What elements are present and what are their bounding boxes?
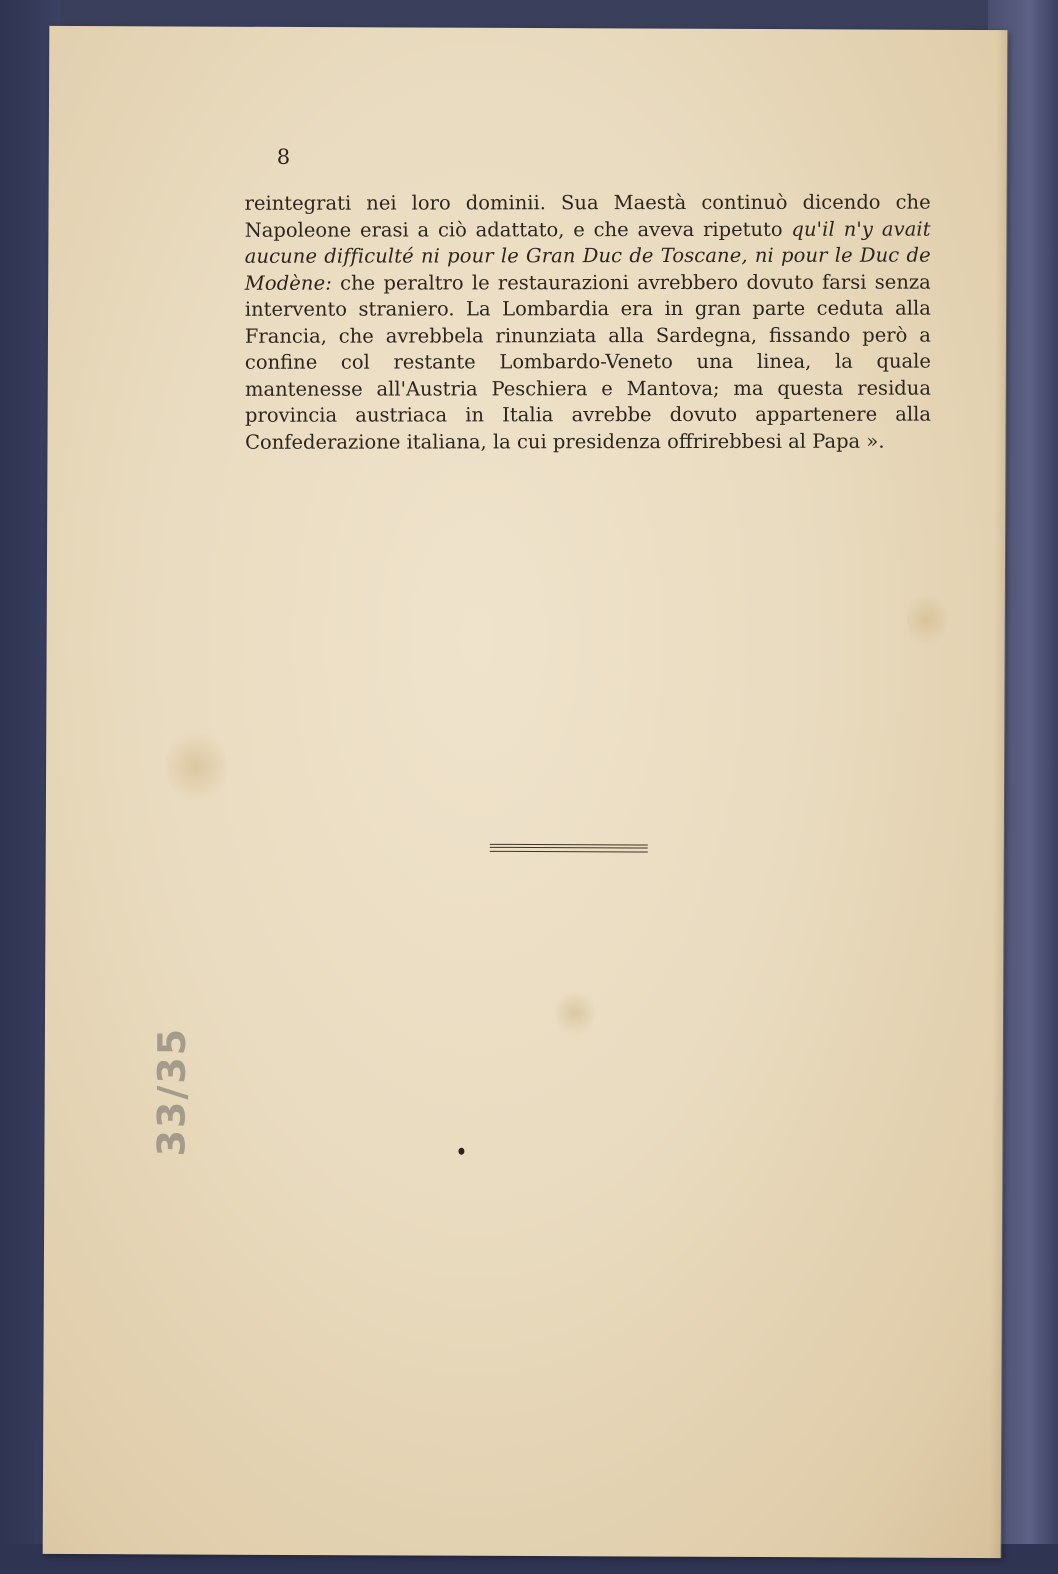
text-segment: che peraltro le restaurazioni avrebbero dovuto farsi senza intervento straniero. La Lombardia era in gran parte ceduta alla Francia, che avrebbela rinunziata alla Sardegna, fissando però a confine col restante Lombardo-Veneto una linea, la quale mantenesse all'Austria Peschiera e Mantova; ma questa residua provincia austriaca in Italia avrebbe dovuto appartenere alla Confederazione italiana, la cui presidenza offrirebbesi al Papa ». bbox=[244, 270, 932, 454]
paragraph bbox=[245, 190, 931, 456]
foxing-stain bbox=[907, 590, 947, 650]
book-page bbox=[43, 26, 1008, 1558]
foxing-stain bbox=[555, 988, 595, 1038]
text-segment: reintegrati nei loro dominii. Sua Maestà continuò dicendo che Napoleone erasi a ciò adattato, e che aveva ripetuto bbox=[244, 190, 931, 242]
foxing-stain bbox=[166, 726, 226, 806]
italic-quotation: qu'il n'y avait aucune difficulté ni pour le Gran Duc de Toscane, ni pour le Duc de Modène: bbox=[244, 217, 931, 295]
ink-speck bbox=[458, 1148, 464, 1155]
inventory-stamp: 33/35 bbox=[149, 1026, 194, 1157]
body-text bbox=[245, 190, 931, 456]
page-number: 8 bbox=[276, 144, 291, 169]
